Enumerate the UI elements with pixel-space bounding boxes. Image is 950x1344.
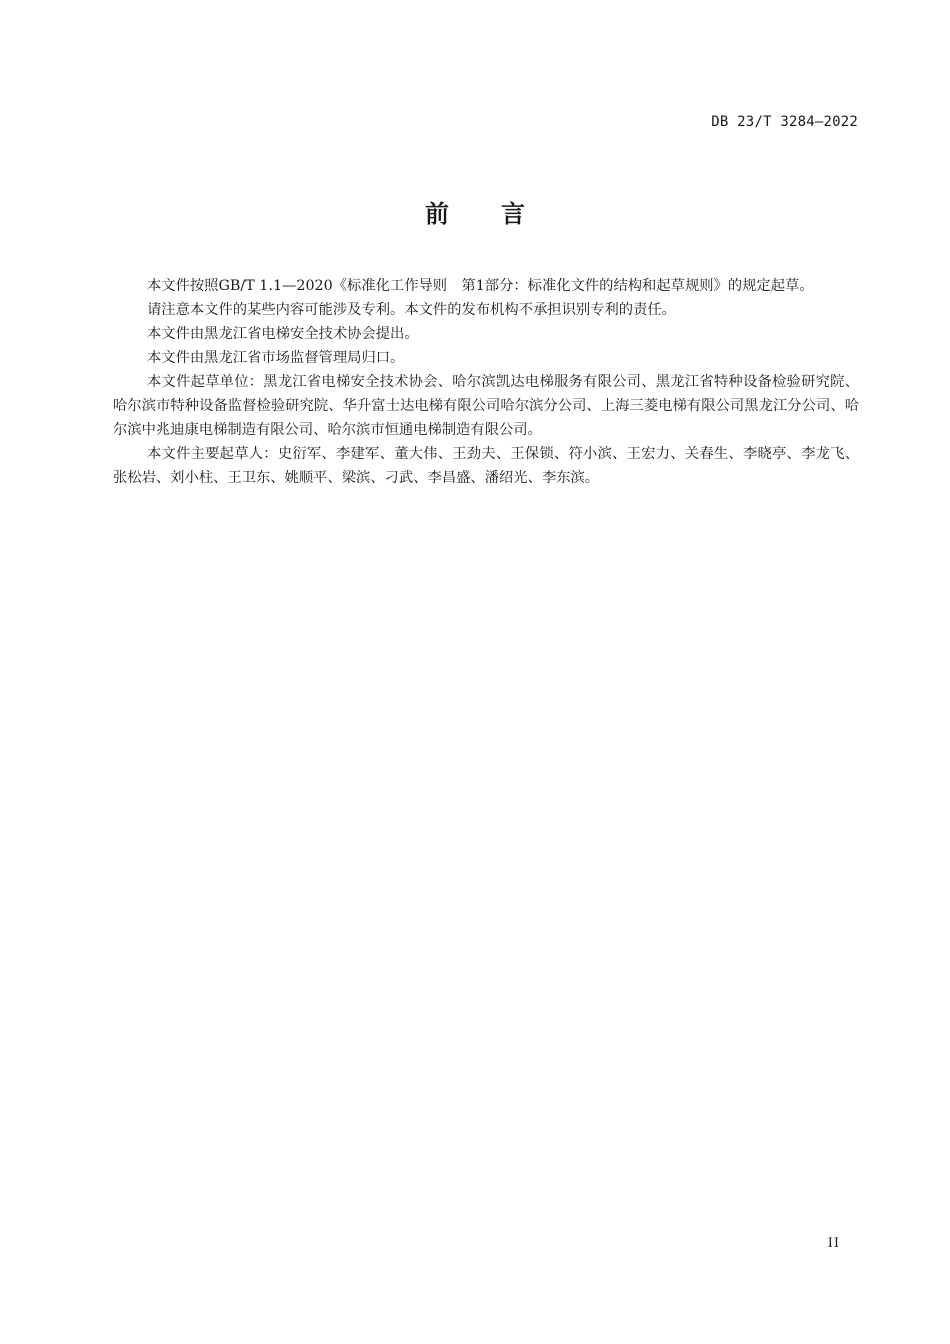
standard-number: DB 23/T 3284—2022 [711,114,858,130]
paragraph-drafting-units: 本文件起草单位：黑龙江省电梯安全技术协会、哈尔滨凯达电梯服务有限公司、黑龙江省特种设备检验研究院、哈尔滨市特种设备监督检验研究院、华升富士达电梯有限公司哈尔滨分公司、上海三菱电梯有限公司黑龙江分公司、哈尔滨中兆迪康电梯制造有限公司、哈尔滨市恒通电梯制造有限公司。 [113,374,859,438]
paragraph-drafting-rules: 本文件按照GB/T 1.1—2020《标准化工作导则 第1部分：标准化文件的结构和起草规则》的规定起草。 [147,278,814,294]
page-title: 前言 [425,200,577,228]
paragraph-proposer: 本文件由黑龙江省电梯安全技术协会提出。 [147,326,419,342]
paragraph-drafters: 本文件主要起草人：史衍军、李建军、董大伟、王劲夫、王保锁、符小滨、王宏力、关春生、李晓亭、李龙飞、张松岩、刘小柱、王卫东、姚顺平、梁滨、刁武、李昌盛、潘绍光、李东滨。 [113,446,859,486]
foreword-body [113,274,859,490]
paragraph-administrator: 本文件由黑龙江省市场监督管理局归口。 [147,350,405,366]
page-number: II [827,1236,840,1251]
paragraph-patent-notice: 请注意本文件的某些内容可能涉及专利。本文件的发布机构不承担识别专利的责任。 [147,302,676,318]
